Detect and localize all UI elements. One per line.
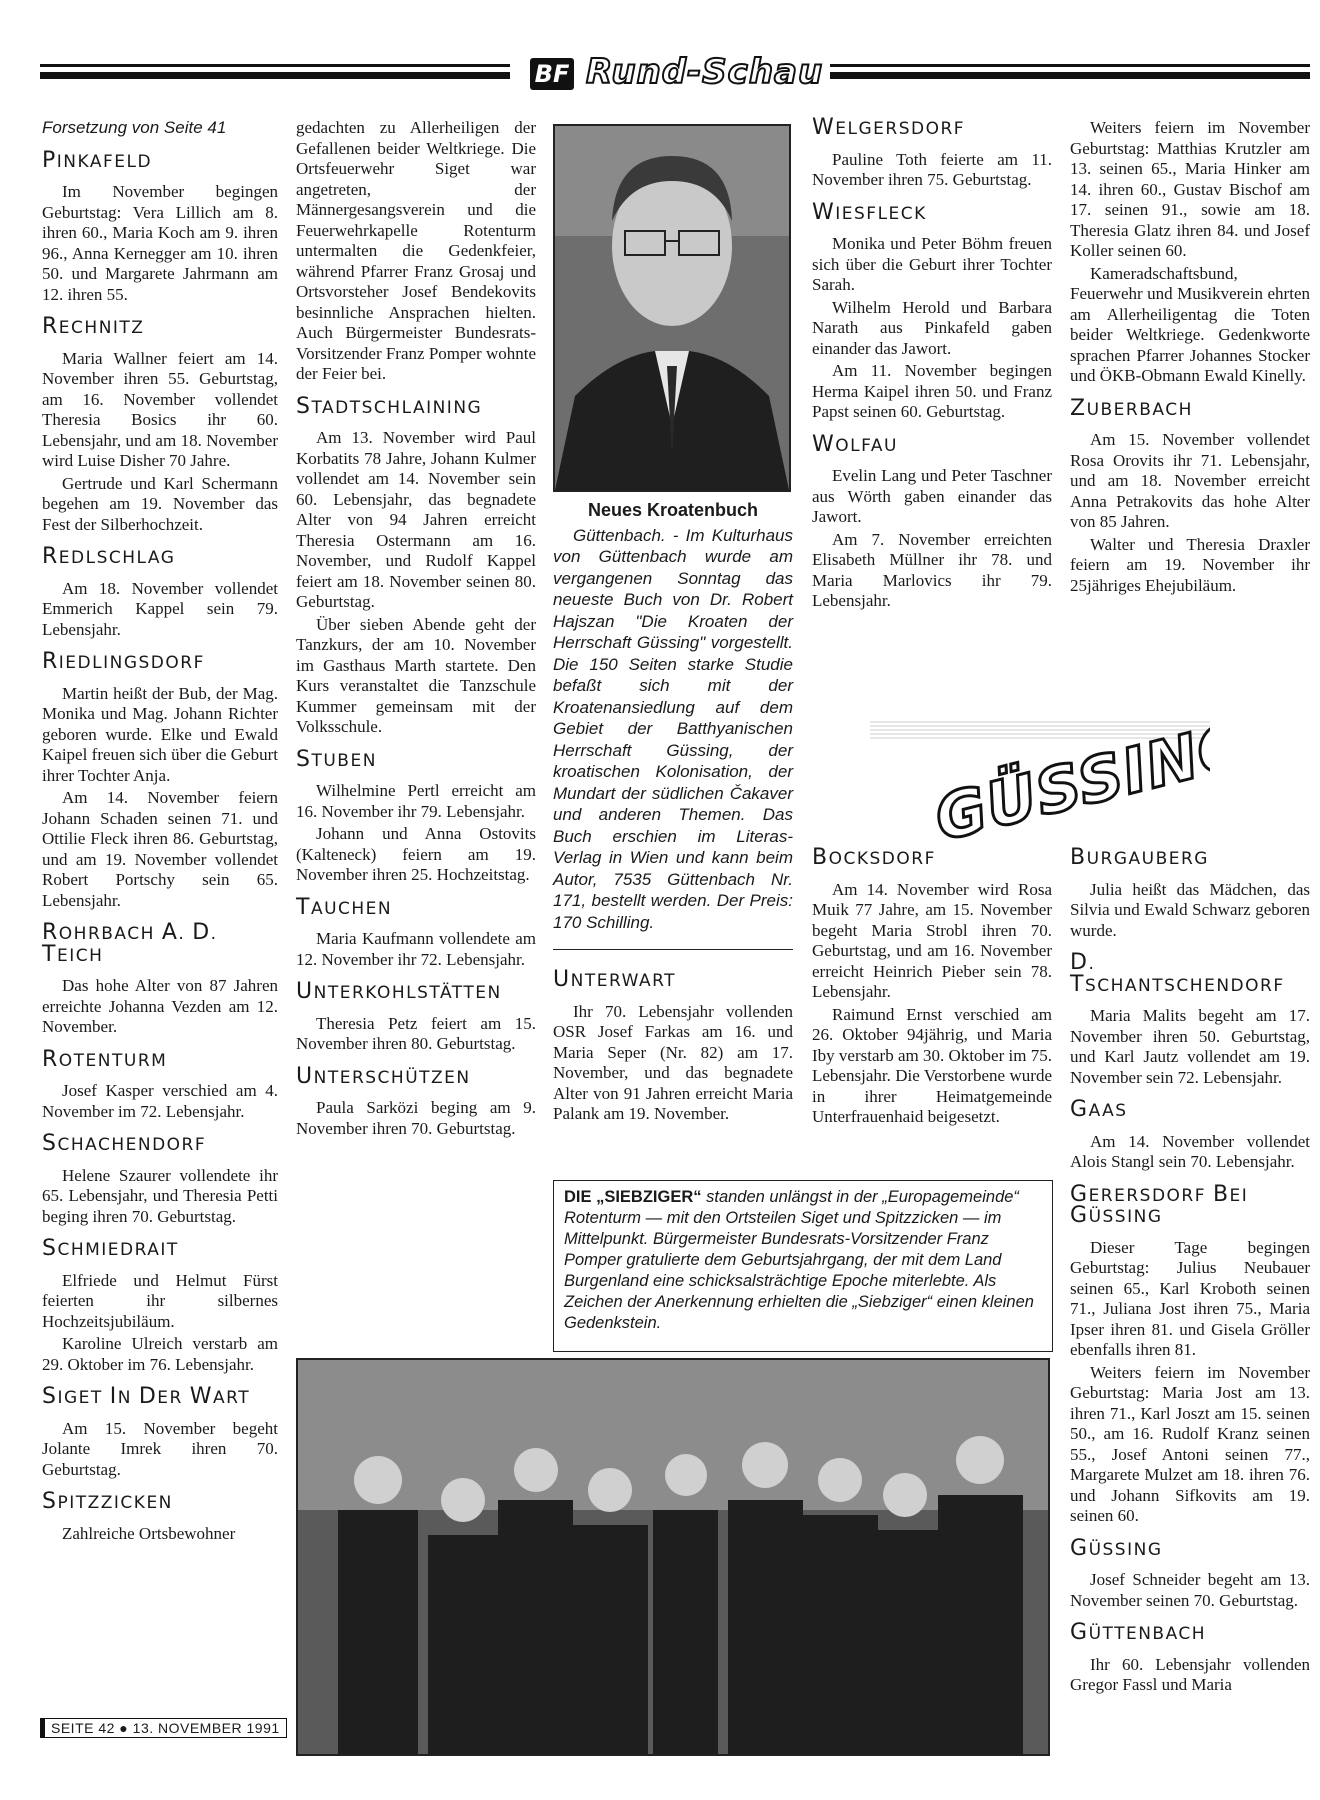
heading-unterwart: UNTERWART bbox=[553, 967, 677, 992]
caption-title: Neues Kroatenbuch bbox=[587, 500, 759, 520]
group-photo bbox=[296, 1358, 1050, 1756]
column-1 bbox=[42, 118, 278, 1546]
article-text: Johann und Anna Ostovits (Kalteneck) feiern am 19. November ihren 25. Hochzeitstag. bbox=[296, 824, 536, 884]
column-4 bbox=[812, 115, 1052, 614]
caption-text: standen unlängst in der „Europagemeinde“ Rotenturm — mit den Ortsteilen Siget und Spitzzicken — im Mittelpunkt. Bürgermeister Bundesrats-Vorsitzender Franz Pomper gratulierte dem Geburtsjahrgang, der mit dem Land Burgenland eine schicksalsträchtige Epoche miterlebte. Als Zeichen der Anerkennung erhielten die „Siebziger“ einen kleinen Gedenkstein. bbox=[564, 1188, 1034, 1332]
heading-schachendorf: SCHACHENDORF bbox=[42, 1131, 207, 1156]
article-text: Josef Kasper verschied am 4. November im 72. Lebensjahr. bbox=[42, 1081, 278, 1121]
article-text: Martin heißt der Bub, der Mag. Monika und Mag. Johann Richter geboren wurde. Elke und Ewald Kaipel freuen sich über die Geburt ihrer Tochter Anja. bbox=[42, 683, 278, 785]
article-text: Am 14. November vollendet Alois Stangl sein 70. Lebensjahr. bbox=[1070, 1131, 1310, 1171]
heading-welgersdorf: WELGERSDORF bbox=[812, 115, 966, 140]
article-text: Zahlreiche Ortsbewohner bbox=[62, 1523, 236, 1543]
heading-rechnitz: RECHNITZ bbox=[42, 314, 145, 339]
heading-gerersdorf: GERERSDORF BEI GÜSSING bbox=[1070, 1181, 1249, 1228]
siebziger-caption-box bbox=[553, 1180, 1053, 1352]
article-text: Helene Szaurer vollendete ihr 65. Lebensjahr, und Theresia Petti beging ihren 70. Geburtstag. bbox=[42, 1165, 278, 1226]
heading-rohrbach: ROHRBACH A. D. TEICH bbox=[42, 920, 218, 967]
article-text: Am 18. November vollendet Emmerich Kappel sein 79. Lebensjahr. bbox=[42, 578, 278, 639]
heading-rotenturm: ROTENTURM bbox=[42, 1046, 168, 1072]
column-2 bbox=[296, 118, 536, 1141]
heading-zuberbach: ZUBERBACH bbox=[1070, 395, 1193, 421]
article-text: Wilhelmine Pertl erreicht am 16. November ihr 79. Lebensjahr. bbox=[296, 781, 536, 821]
article-text: Evelin Lang und Peter Taschner aus Wörth gaben einander das Jawort. bbox=[812, 466, 1052, 526]
article-text: Paula Sarközi beging am 9. November ihren 70. Geburtstag. bbox=[296, 1098, 536, 1138]
heading-gaas: GAAS bbox=[1070, 1097, 1128, 1122]
region-banner-graphic bbox=[870, 700, 1210, 840]
article-text: Kameradschaftsbund, Feuerwehr und Musikverein ehrten am Allerheiligentag die Toten beider Weltkriege. Gedenkworte sprachen Pfarrer Johannes Stocker und ÖKB-Obmann Ewald Kinelly. bbox=[1070, 263, 1310, 385]
article-text: Am 13. November wird Paul Korbatits 78 Jahre, Johann Kulmer vollendet am 14. November sein 60. Lebensjahr, das begnadete Alter von 94 Jahren erreicht Theresia Ostermann am 16. November, und Rudolf Kappel feiert am 18. November seinen 80. Geburtstag. bbox=[296, 428, 536, 611]
article-text: Dieser Tage begingen Geburtstag: Julius Neubauer seinen 65., Karl Kroboth seinen 71., Juliana Jost ihren 75., Maria Ipser ihren 81. und Gisela Gröller ebenfalls ihren 81. bbox=[1070, 1237, 1310, 1359]
article-text: Weiters feiern im November Geburtstag: Matthias Krutzler am 13. seinen 65., Maria Hinker am 14. ihren 60., Gustav Bischof am 17. seinen 91., sowie am 18. Theresia Glatz ihren 84. und Josef Koller seinen 60. bbox=[1070, 118, 1310, 260]
column-4-lower bbox=[812, 845, 1052, 1130]
heading-guettenbach: GÜTTENBACH bbox=[1070, 1620, 1207, 1645]
heading-guessing: GÜSSING bbox=[1070, 1535, 1163, 1561]
page-footer: SEITE 42 ● 13. NOVEMBER 1991 bbox=[40, 1718, 287, 1738]
article-text: Karoline Ulreich verstarb am 29. Oktober im 76. Lebensjahr. bbox=[42, 1334, 278, 1374]
article-text: Julia heißt das Mädchen, das Silvia und Ewald Schwarz geboren wurde. bbox=[1070, 879, 1310, 940]
article-text: Maria Kaufmann vollendete am 12. November ihr 72. Lebensjahr. bbox=[296, 929, 536, 969]
caption-lead: DIE „SIEBZIGER“ bbox=[564, 1188, 702, 1206]
article-text: Pauline Toth feierte am 11. November ihren 75. Geburtstag. bbox=[812, 149, 1052, 189]
article-text: gedachten zu Allerheiligen der Gefallenen beider Weltkriege. Die Ortsfeuerwehr Siget war angetreten, der Männergesangsverein und die Feuerwehrkapelle Rotenturm untermalten die Gedenkfeier, während Pfarrer Franz Grosaj und Ortsvorsteher Josef Bendekovits besinnliche Ansprachen hielten. Auch Bürgermeister Bundesrats-Vorsitzender Franz Pomper wohnte der Feier bei. bbox=[296, 118, 536, 383]
heading-unterschuetzen: UNTERSCHÜTZEN bbox=[296, 1063, 471, 1089]
heading-redlschlag: REDLSCHLAG bbox=[42, 544, 176, 569]
article-text: Elfriede und Helmut Fürst feierten ihr silbernes Hochzeitsjubiläum. bbox=[42, 1270, 278, 1331]
article-text: Gertrude und Karl Schermann begehen am 19. November das Fest der Silberhochzeit. bbox=[42, 473, 278, 534]
article-text: Maria Wallner feiert am 14. November ihren 55. Geburtstag, am 16. November vollendet Theresia Bosics ihr 60. Lebensjahr, und am 18. November wird Luise Disher 70 Jahre. bbox=[42, 348, 278, 470]
article-text: Am 15. November begeht Jolante Imrek ihren 70. Geburtstag. bbox=[42, 1418, 278, 1479]
article-text: Josef Schneider begeht am 13. November seinen 70. Geburtstag. bbox=[1070, 1570, 1310, 1610]
heading-burgauberg: BURGAUBERG bbox=[1070, 845, 1209, 870]
article-text: Maria Malits begeht am 17. November ihren 50. Geburtstag, und Karl Jautz vollendet am 19. November sein 72. Lebensjahr. bbox=[1070, 1006, 1310, 1087]
heading-tschantschendorf: D. TSCHANTSCHENDORF bbox=[1070, 950, 1285, 997]
header-rule-left bbox=[40, 64, 510, 79]
article-text: Wilhelm Herold und Barbara Narath aus Pinkafeld gaben einander das Jawort. bbox=[812, 297, 1052, 358]
bf-logo: BF bbox=[530, 58, 574, 90]
heading-unterkohlstaetten: UNTERKOHLSTÄTTEN bbox=[296, 979, 502, 1004]
column-3 bbox=[553, 500, 793, 1127]
caption-text: Güttenbach. - Im Kulturhaus von Güttenbach wurde am vergangenen Sonntag das neueste Buch von Dr. Robert Hajszan "Die Kroaten der Herrschaft Güssing" vorgestellt. Die 150 Seiten starke Studie befaßt sich mit der Kroatenansiedlung auf dem Gebiet der Batthyanischen Herrschaft Güssing, der kroatischen Kolonisation, der Mundart der südlichen Čakaver und anderen Themen. Das Buch erschien im Literas-Verlag in Wien und kann beim Autor, 7535 Güttenbach Nr. 171, bestellt werden. Der Preis: 170 Schilling. bbox=[553, 525, 793, 932]
article-text: Im November begingen Geburtstag: Vera Lillich am 8. ihren 60., Maria Koch am 9. ihren 96., Anna Kernegger am 10. ihren 50. und Margarete Jahrmann am 12. ihren 55. bbox=[42, 182, 278, 304]
article-text: Raimund Ernst verschied am 26. Oktober 94jährig, und Maria Iby verstarb am 30. Oktober im 75. Lebensjahr. Die Verstorbene wurde in ihrer Heimatgemeinde Unterfrauenhaid beigesetzt. bbox=[812, 1004, 1052, 1126]
heading-stadtschlaining: STADTSCHLAINING bbox=[296, 393, 483, 419]
article-text: Weiters feiern im November Geburtstag: Maria Jost am 13. ihren 71., Karl Joszt am 15. seinen 50., am 16. Rudolf Kranz seinen 55., Josef Antoni seinen 77., Margarete Mulzet am 18. ihren 76. und Johann Sifkovits am 19. seinen 60. bbox=[1070, 1362, 1310, 1525]
column-5 bbox=[1070, 118, 1310, 598]
heading-bocksdorf: BOCKSDORF bbox=[812, 845, 936, 870]
continuation-note: Forsetzung von Seite 41 bbox=[42, 118, 227, 137]
heading-wiesfleck: WIESFLECK bbox=[812, 199, 927, 225]
article-text: Walter und Theresia Draxler feiern am 19. November ihr 25jähriges Ehejubiläum. bbox=[1070, 534, 1310, 595]
group-photo-illustration bbox=[298, 1360, 1048, 1754]
article-text: Am 14. November feiern Johann Schaden seinen 71. und Ottilie Fleck ihren 86. Geburtstag, und am 19. November vollendet Robert Portschy sein 65. Lebensjahr. bbox=[42, 788, 278, 910]
article-text: Am 11. November begingen Herma Kaipel ihren 50. und Franz Papst seinen 60. Geburtstag. bbox=[812, 361, 1052, 421]
column-5-lower bbox=[1070, 845, 1310, 1698]
heading-siget: SIGET IN DER WART bbox=[42, 1384, 251, 1409]
heading-spitzzicken: SPITZZICKEN bbox=[42, 1489, 173, 1514]
region-banner-text: GÜSSING bbox=[927, 706, 1210, 840]
article-text: Ihr 60. Lebensjahr vollenden Gregor Fassl und Maria bbox=[1070, 1654, 1310, 1694]
article-text: Am 14. November wird Rosa Muik 77 Jahre, am 15. November begeht Maria Strobl ihren 70. Geburtstag, und am 16. November erreicht Heinrich Pieber sein 78. Lebensjahr. bbox=[812, 879, 1052, 1001]
article-text: Ihr 70. Lebensjahr vollenden OSR Josef Farkas am 16. und Maria Seper (Nr. 82) am 17. November, und das begnadete Alter von 91 Jahren erreicht Maria Palank am 19. November. bbox=[553, 1001, 793, 1123]
header-rule-right bbox=[830, 64, 1310, 79]
portrait-photo bbox=[553, 124, 791, 492]
heading-stuben: STUBEN bbox=[296, 746, 377, 772]
article-text: Am 15. November vollendet Rosa Orovits ihr 71. Lebensjahr, und am 18. November erreicht Anna Petrakovits das hohe Alter von 85 Jahren. bbox=[1070, 430, 1310, 531]
heading-schmiedrait: SCHMIEDRAIT bbox=[42, 1236, 179, 1261]
guessing-region-banner bbox=[870, 700, 1210, 840]
article-text: Das hohe Alter von 87 Jahren erreichte Johanna Vezden am 12. November. bbox=[42, 976, 278, 1036]
article-text: Über sieben Abende geht der Tanzkurs, der am 10. November im Gasthaus Marth startete. Den Kurs veranstaltet die Tanzschule Kummer gemeinsam mit der Volksschule. bbox=[296, 614, 536, 736]
heading-tauchen: TAUCHEN bbox=[296, 894, 393, 920]
heading-riedlingsdorf: RIEDLINGSDORF bbox=[42, 649, 205, 674]
heading-pinkafeld: PINKAFELD bbox=[42, 147, 153, 173]
portrait-illustration bbox=[555, 126, 789, 490]
article-text: Am 7. November erreichten Elisabeth Müllner ihr 78. und Maria Marlovics ihr 79. Lebensjahr. bbox=[812, 529, 1052, 610]
article-text: Theresia Petz feiert am 15. November ihren 80. Geburtstag. bbox=[296, 1013, 536, 1053]
heading-wolfau: WOLFAU bbox=[812, 431, 898, 457]
divider bbox=[553, 949, 793, 950]
article-text: Monika und Peter Böhm freuen sich über die Geburt ihrer Tochter Sarah. bbox=[812, 234, 1052, 294]
section-title: Rund-Schau bbox=[586, 52, 824, 92]
